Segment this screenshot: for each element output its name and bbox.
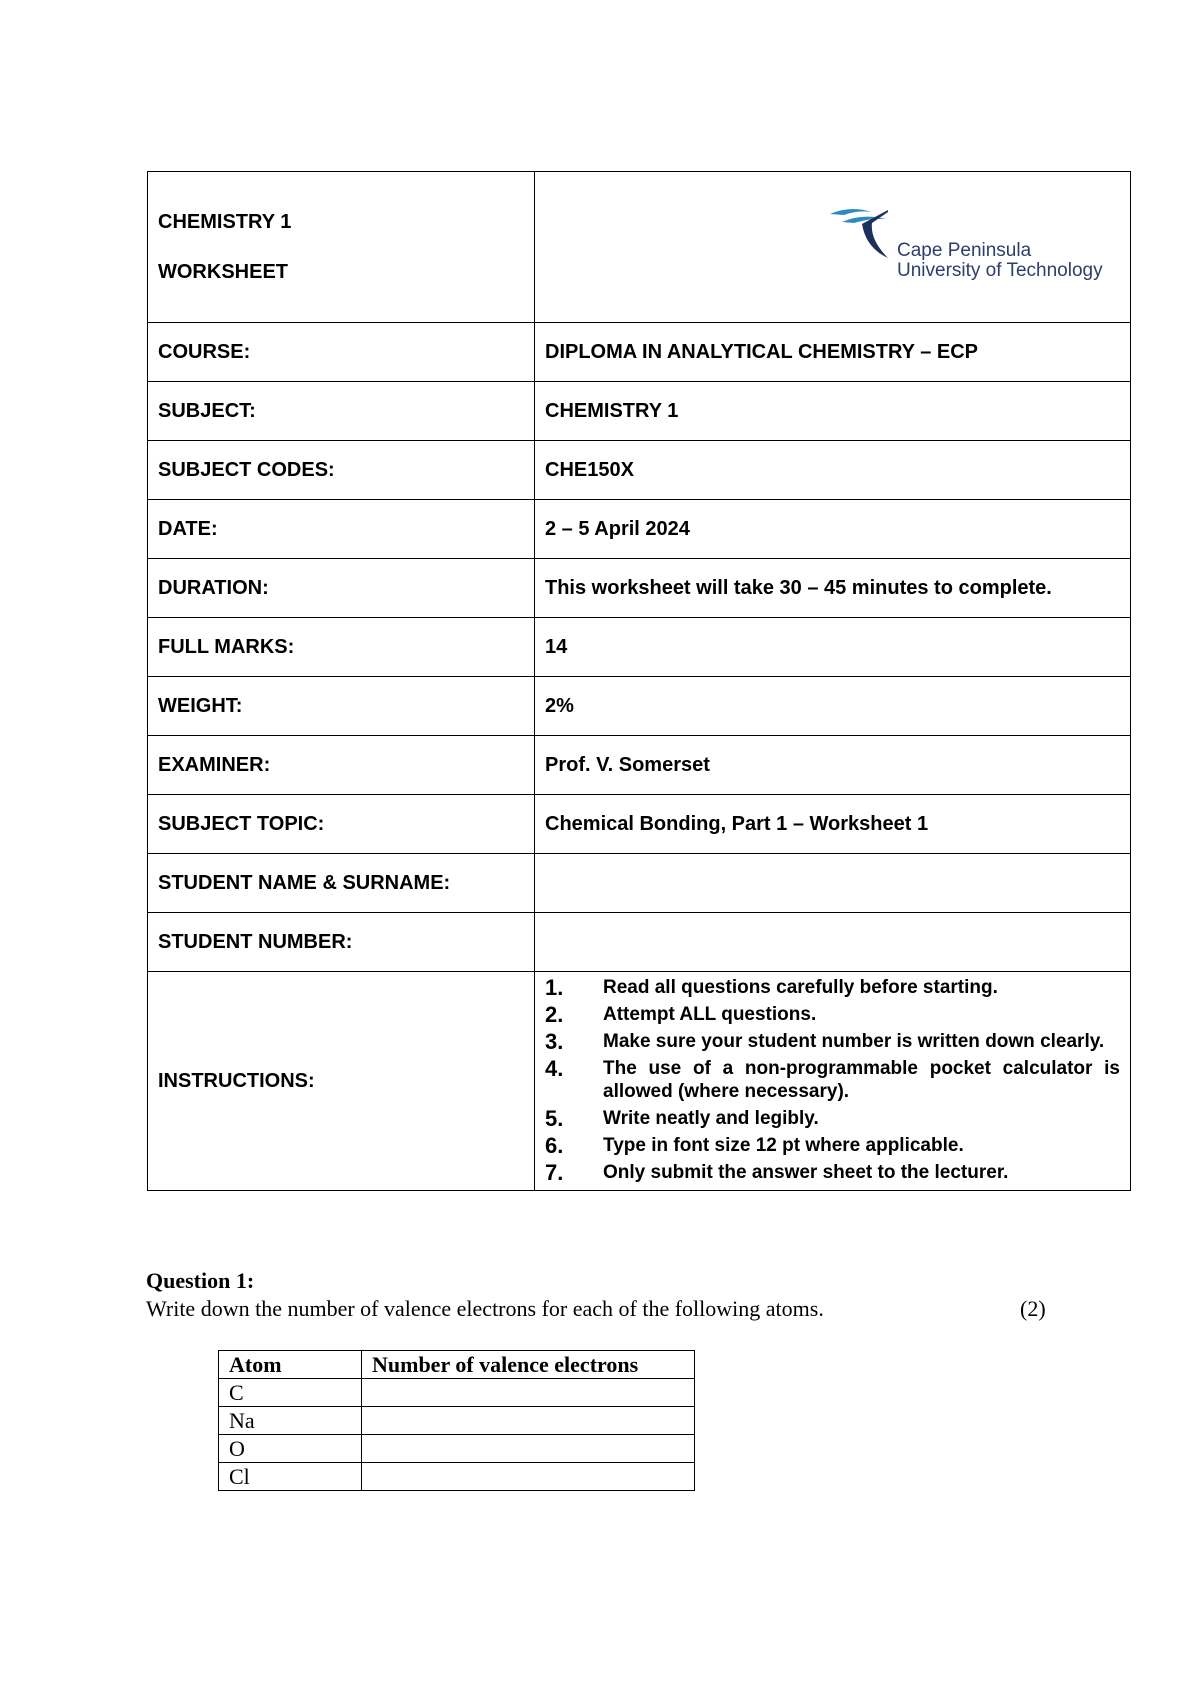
instruction-item [545,976,1120,999]
valence-answer-cell[interactable] [362,1379,695,1407]
info-value: DIPLOMA IN ANALYTICAL CHEMISTRY – ECP [535,323,1131,382]
table-row [219,1407,695,1435]
info-label: SUBJECT TOPIC: [148,795,535,854]
atom-cell: O [219,1435,362,1463]
instruction-text: Type in font size 12 pt where applicable. [603,1135,964,1156]
worksheet-title-line1: CHEMISTRY 1 [158,211,292,233]
atom-column-header: Atom [219,1351,362,1379]
info-row [148,500,1131,559]
info-row [148,795,1131,854]
info-value: 2 – 5 April 2024 [535,500,1131,559]
worksheet-title-line2: WORKSHEET [158,261,288,283]
table-row [219,1463,695,1491]
info-row [148,677,1131,736]
university-logo-icon [828,204,898,268]
atom-cell: C [219,1379,362,1407]
logo-text-line1: Cape Peninsula [897,240,1032,261]
instruction-number: 6. [545,1133,564,1158]
instruction-text: Read all questions carefully before starting. [603,977,998,998]
instructions-cell [535,972,1131,1191]
instruction-text: Make sure your student number is written down clearly. [603,1031,1105,1052]
worksheet-title-cell [148,172,535,323]
info-label: STUDENT NUMBER: [148,913,535,972]
valence-table-header-row [219,1351,695,1379]
instruction-number: 7. [545,1160,564,1185]
question1-title: Question 1: [146,1268,255,1293]
info-value[interactable] [535,913,1131,972]
table-row [219,1379,695,1407]
info-value: CHE150X [535,441,1131,500]
question1-text: Write down the number of valence electrons for each of the following atoms. [146,1296,824,1321]
valence-electrons-table [218,1350,695,1491]
info-label: SUBJECT CODES: [148,441,535,500]
info-value[interactable] [535,854,1131,913]
instruction-text: Only submit the answer sheet to the lecturer. [603,1162,1009,1183]
instruction-item [545,1057,1120,1103]
instruction-text: Attempt ALL questions. [603,1004,817,1025]
info-label: EXAMINER: [148,736,535,795]
info-value: 14 [535,618,1131,677]
atom-cell: Na [219,1407,362,1435]
instruction-item [545,1030,1120,1053]
logo-cell [535,172,1131,323]
instruction-number: 5. [545,1106,564,1131]
instruction-item [545,1107,1120,1130]
info-row [148,441,1131,500]
valence-answer-cell[interactable] [362,1435,695,1463]
info-row [148,736,1131,795]
info-row [148,323,1131,382]
instructions-row [148,972,1131,1191]
instructions-list [545,976,1120,1184]
info-row [148,618,1131,677]
logo-text-line2: University of Technology [897,260,1103,281]
instructions-label: INSTRUCTIONS: [148,972,535,1191]
info-label: DATE: [148,500,535,559]
info-label: SUBJECT: [148,382,535,441]
info-label: WEIGHT: [148,677,535,736]
info-value: Chemical Bonding, Part 1 – Worksheet 1 [535,795,1131,854]
info-row [148,382,1131,441]
instruction-text: The use of a non-programmable pocket calculator is allowed (where necessary). [603,1058,1120,1102]
worksheet-header-table [147,171,1131,1191]
info-row [148,854,1131,913]
valence-answer-cell[interactable] [362,1463,695,1491]
info-value: This worksheet will take 30 – 45 minutes to complete. [535,559,1131,618]
valence-answer-cell[interactable] [362,1407,695,1435]
instruction-item [545,1161,1120,1184]
instruction-number: 4. [545,1056,564,1081]
instruction-item [545,1134,1120,1157]
instruction-number: 2. [545,1002,564,1027]
instruction-number: 3. [545,1029,564,1054]
university-logo [828,204,1103,286]
info-label: STUDENT NAME & SURNAME: [148,854,535,913]
instruction-text: Write neatly and legibly. [603,1108,819,1129]
info-label: FULL MARKS: [148,618,535,677]
atom-cell: Cl [219,1463,362,1491]
info-value: 2% [535,677,1131,736]
valence-column-header: Number of valence electrons [362,1351,695,1379]
instruction-number: 1. [545,975,564,1000]
info-label: DURATION: [148,559,535,618]
info-value: Prof. V. Somerset [535,736,1131,795]
info-label: COURSE: [148,323,535,382]
info-row [148,913,1131,972]
instruction-item [545,1003,1120,1026]
info-value: CHEMISTRY 1 [535,382,1131,441]
info-row [148,559,1131,618]
table-row [219,1435,695,1463]
question1-marks: (2) [1020,1296,1046,1321]
